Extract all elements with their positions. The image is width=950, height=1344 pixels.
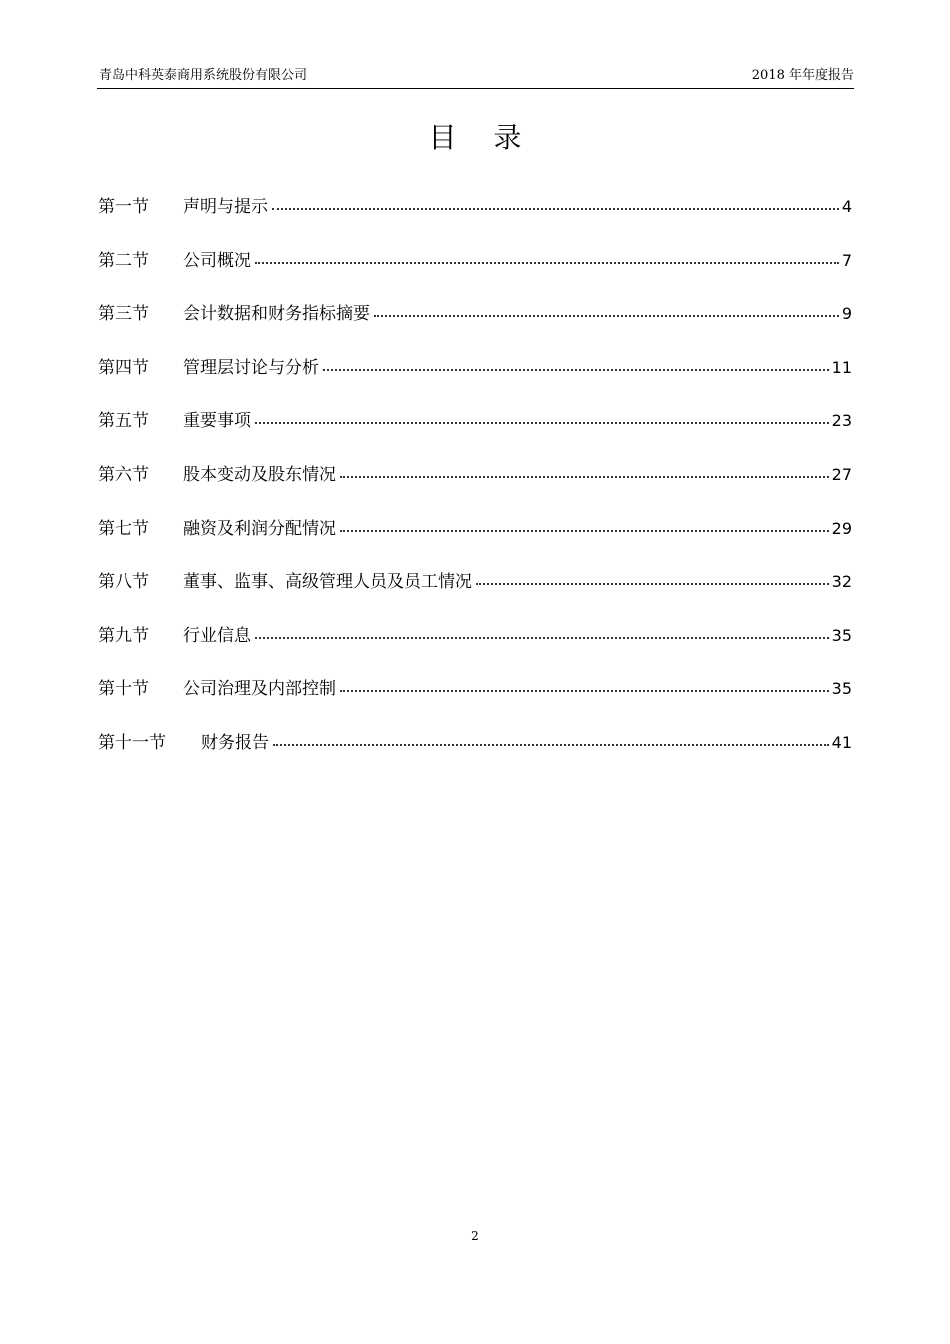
toc-section-name: 行业信息 <box>183 625 251 646</box>
toc-page-number: 23 <box>831 411 852 431</box>
toc-section-name: 管理层讨论与分析 <box>183 357 319 378</box>
toc-page-number: 41 <box>831 732 852 752</box>
page-number: 2 <box>471 1229 479 1243</box>
toc-section-number: 第八节 <box>98 572 149 593</box>
toc-section-number: 第四节 <box>98 357 149 378</box>
toc-entry[interactable] <box>98 672 852 726</box>
toc-section-name: 股本变动及股东情况 <box>183 464 336 485</box>
toc-entry[interactable] <box>98 512 852 566</box>
header-report-title: 2018 年年度报告 <box>751 68 854 83</box>
page-header <box>97 64 854 89</box>
toc-leader-dots <box>340 689 829 692</box>
toc-section-number: 第九节 <box>98 625 149 646</box>
toc-section-name: 会计数据和财务指标摘要 <box>183 304 370 325</box>
toc-section-name: 财务报告 <box>201 732 269 753</box>
toc-section-name: 融资及利润分配情况 <box>183 518 336 539</box>
toc-page-number: 27 <box>831 464 852 484</box>
toc-leader-dots <box>323 368 829 371</box>
toc-section-name: 公司概况 <box>183 250 251 271</box>
table-of-contents <box>98 190 852 780</box>
toc-entry[interactable] <box>98 619 852 673</box>
toc-leader-dots <box>255 421 829 424</box>
toc-entry[interactable] <box>98 404 852 458</box>
toc-leader-dots <box>340 529 829 532</box>
toc-section-number: 第十节 <box>98 679 149 700</box>
toc-page-number: 4 <box>841 197 852 216</box>
toc-entry[interactable] <box>98 726 852 780</box>
toc-leader-dots <box>476 582 829 585</box>
toc-section-number: 第一节 <box>98 197 149 217</box>
toc-page-number: 35 <box>831 625 852 645</box>
toc-entry[interactable] <box>98 297 852 351</box>
toc-entry[interactable] <box>98 458 852 512</box>
toc-page-number: 9 <box>841 304 852 324</box>
toc-entry[interactable] <box>98 190 852 244</box>
toc-leader-dots <box>255 261 839 264</box>
toc-section-number: 第三节 <box>98 304 149 325</box>
toc-leader-dots <box>374 314 839 317</box>
toc-section-name: 公司治理及内部控制 <box>183 679 336 700</box>
toc-page-number: 11 <box>831 357 852 377</box>
toc-entry[interactable] <box>98 565 852 619</box>
toc-title: 目 录 <box>428 121 536 154</box>
toc-page-number: 7 <box>841 250 852 270</box>
toc-section-number: 第五节 <box>98 411 149 432</box>
toc-section-name: 董事、监事、高级管理人员及员工情况 <box>183 572 472 593</box>
toc-section-number: 第十一节 <box>98 732 166 753</box>
toc-section-name: 声明与提示 <box>183 197 268 217</box>
toc-section-number: 第六节 <box>98 464 149 485</box>
toc-leader-dots <box>340 475 829 478</box>
toc-section-name: 重要事项 <box>183 411 251 432</box>
toc-page-number: 32 <box>831 572 852 592</box>
header-company-name: 青岛中科英泰商用系统股份有限公司 <box>99 68 308 83</box>
toc-entry[interactable] <box>98 244 852 298</box>
toc-leader-dots <box>255 636 829 639</box>
toc-section-number: 第七节 <box>98 518 149 539</box>
toc-page-number: 29 <box>831 518 852 538</box>
toc-leader-dots <box>273 743 829 746</box>
toc-leader-dots <box>272 207 839 210</box>
toc-section-number: 第二节 <box>98 250 149 271</box>
toc-entry[interactable] <box>98 351 852 405</box>
toc-page-number: 35 <box>831 679 852 699</box>
